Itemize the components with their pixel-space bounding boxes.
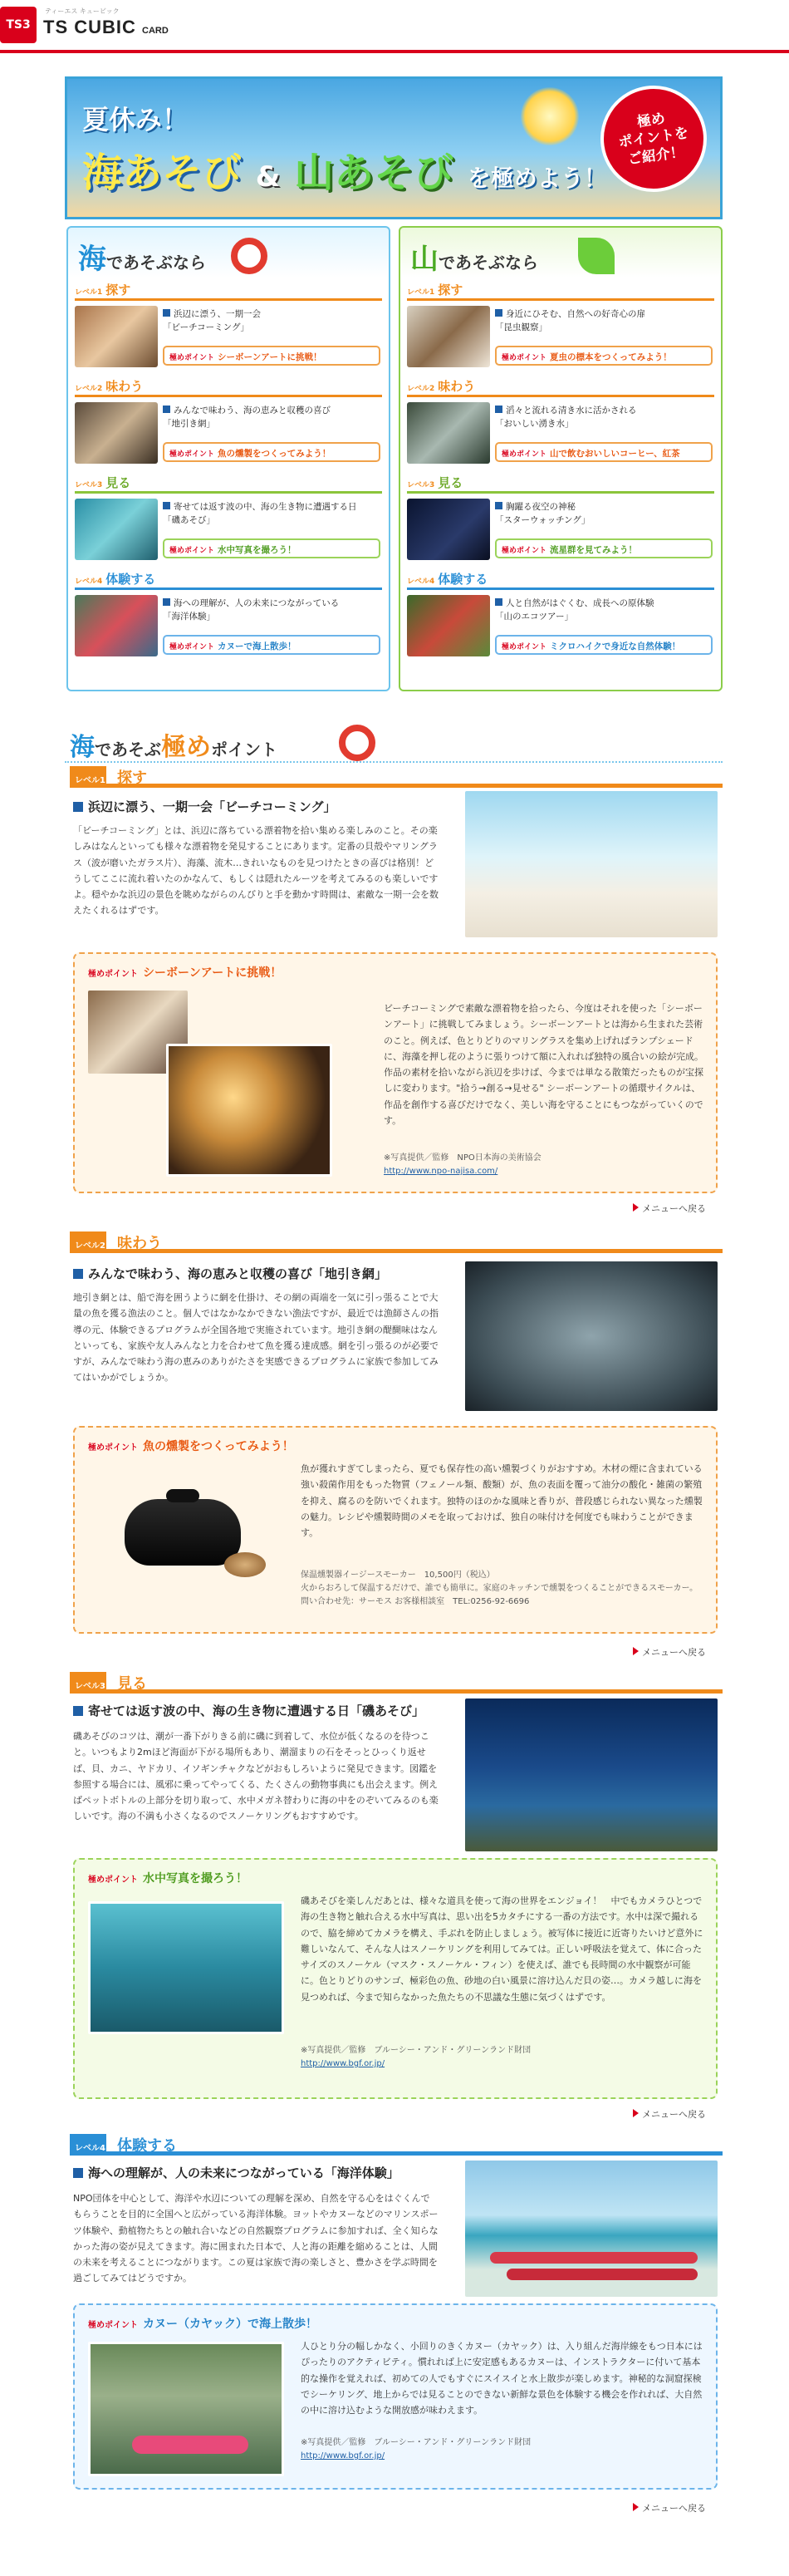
- tip-link-micro-hike[interactable]: [495, 635, 713, 655]
- tip-title-text: シーボーンアートに挑戦！: [143, 966, 282, 980]
- level-name: 探す: [105, 283, 131, 297]
- mountain-card-4[interactable]: [407, 595, 714, 660]
- sea-panel: [66, 226, 390, 691]
- heading-text: 寄せては返す波の中、海の生き物に遭遇する日「磯あそび」: [88, 1703, 425, 1718]
- credit-link[interactable]: http://www.bgf.or.jp/: [301, 2059, 385, 2068]
- tip-tag: 極めポイント: [88, 1443, 138, 1453]
- canoe-shape: [132, 2436, 248, 2454]
- back-to-menu-link[interactable]: [633, 1645, 706, 1659]
- mountain-panel-title: [410, 236, 538, 277]
- hero-title: [82, 140, 607, 198]
- bullet-icon: [495, 309, 502, 317]
- brand-name-text: TS CUBIC: [43, 17, 136, 37]
- bullet-icon: [73, 1706, 83, 1716]
- tip-body: ビーチコーミングで素敵な漂着物を拾ったら、今度はそれを使った「シーボーンアート」に挑戦してみましょう。シーボーンアートとは海から生まれた芸術のこと。例えば、色とりどりのマリングラスを集め上げればランプシェードに、海藻を押し花のように張りつけて額に入れれば独特の風合いの絵が完成。作品の素材を拾いながら浜辺を歩けば、今までは単なる散策だったものが宝探しに変わります。"拾う→創る→見せる" シーボーンアートの循環サイクルは、作品を創作する喜びだけでなく、美しい海を守ることにもつながっていくのです。: [384, 1003, 703, 1126]
- section-kanji: 海: [70, 733, 95, 762]
- tip-credit: [301, 2436, 531, 2463]
- tip-tag: 極めポイント: [88, 1875, 138, 1885]
- mountain-card-3[interactable]: [407, 499, 714, 563]
- brand-name[interactable]: [43, 17, 169, 38]
- card-name: 「磯あそび」: [163, 515, 215, 526]
- level-label: レベル3: [407, 481, 435, 489]
- heading-text: 海への理解が、人の未来につながっている「海洋体験」: [88, 2166, 399, 2180]
- tip-credit: [301, 1569, 706, 1609]
- lifebuoy-icon: [339, 725, 375, 761]
- tip-box-underwater-photo: [73, 1858, 718, 2099]
- sea-level-1: [75, 281, 382, 301]
- back-label: メニューへ戻る: [642, 2503, 706, 2514]
- tip-title-text: 魚の燻製をつくってみよう！: [143, 1440, 294, 1453]
- card-desc: 身近にひそむ、自然への好奇心の扉: [506, 309, 645, 319]
- level-name: 体験する: [105, 572, 156, 587]
- hero-mountain: 山あそび: [294, 150, 454, 196]
- hero-amp: &: [255, 160, 281, 194]
- hero-badge: 極め ポイントを ご紹介！: [594, 79, 714, 199]
- sea-panel-title: [78, 236, 206, 277]
- sea-title-rest: であそぶなら: [106, 253, 206, 273]
- stream-thumb: [407, 402, 490, 464]
- tip-box-smoked-fish: [73, 1426, 718, 1634]
- level-label: レベル2: [407, 385, 435, 393]
- card-desc: 胸躍る夜空の神秘: [506, 502, 576, 512]
- credit-link[interactable]: http://www.npo-najisa.com/: [384, 1167, 498, 1176]
- coral-reef-photo: [465, 1698, 718, 1851]
- kayak-shape: [507, 2269, 698, 2280]
- card-name: 「山のエコツアー」: [495, 612, 574, 622]
- bullet-icon: [163, 598, 170, 606]
- level-label: レベル4: [75, 578, 103, 586]
- tip-tag: 極めポイント: [502, 547, 547, 555]
- credit-link[interactable]: http://www.bgf.or.jp/: [301, 2451, 385, 2460]
- tip-link-label: 夏虫の標本をつくってみよう！: [550, 352, 672, 362]
- back-to-menu-link[interactable]: [633, 2501, 706, 2515]
- tip-body: 魚が獲れすぎてしまったら、夏でも保存性の高い燻製づくりがおすすめ。木材の煙に含まれている強い殺菌作用をもった物質（フェノール類、酸類）が、魚の表面を覆って油分の酸化・雑菌の繁殖を抑え、腐るのを防いでくれます。独特のほのかな風味と香りが、普段感じられない異なった燻製の魅力。レシピや燻製時間のメモを取っておけば、独自の味付けを何度でも味わうことができます。: [301, 1463, 703, 1538]
- bullet-icon: [495, 598, 502, 606]
- hero-subtitle: 夏休み！: [82, 104, 189, 135]
- detail-4-heading: [73, 2164, 399, 2181]
- mountain-level-2: [407, 377, 714, 397]
- sea-card-2[interactable]: [75, 402, 382, 467]
- tip-link-seabone-art[interactable]: [163, 346, 380, 366]
- seabone-art-photo: [166, 1044, 332, 1177]
- bullet-icon: [163, 502, 170, 509]
- level-label: レベル1: [75, 288, 103, 297]
- detail-3-body: 磯あそびのコツは、潮が一番下がりきる前に磯に到着して、水位が低くなるのを待つこと。いつもより2mほど海面が下がる場所もあり、潮溜まりの石をそっとひっくり返せば、貝、カニ、ヤドカリ、イソギンチャクなどがおもしろいように発見できます。図鑑を参照する場合には、風邪に乗ってやってくる、たくさんの動物事典にも出会えます。例えばペットボトルの上部分を切り取って、水中メガネ替わりに海の中をのぞいてみるのも楽しいです。海の不満も小さくなるのでスノーケリングもおすすめです。: [73, 1731, 439, 1822]
- card-name: 「スターウォッチング」: [495, 515, 591, 526]
- tip-tag: 極めポイント: [502, 643, 547, 651]
- tip-box-canoe: [73, 2303, 718, 2490]
- credit-text: ※写真提供／監修 NPO日本海の美術協会: [384, 1153, 542, 1163]
- level-label: レベル3: [75, 481, 103, 489]
- kayak-shape: [490, 2252, 698, 2264]
- wood-chips: [224, 1552, 266, 1577]
- arrow-right-icon: [633, 1647, 639, 1655]
- arrow-right-icon: [633, 2503, 639, 2511]
- credit-text: ※写真提供／監修 ブルーシー・アンド・グリーンランド財団: [301, 2046, 532, 2055]
- lifebuoy-icon: [231, 238, 267, 274]
- mountain-level-4: [407, 570, 714, 590]
- brand-logo[interactable]: TS3: [0, 7, 37, 43]
- bullet-icon: [73, 2168, 83, 2178]
- level-name: 味わう: [105, 379, 144, 394]
- tip-credit: [384, 1152, 542, 1178]
- mountain-card-1[interactable]: [407, 306, 714, 371]
- level-label: レベル3: [75, 1682, 105, 1691]
- pot-handle: [166, 1489, 199, 1502]
- section-end: ポイント: [211, 740, 277, 760]
- level-label: レベル1: [75, 776, 105, 785]
- tip-tag: 極めポイント: [88, 2321, 138, 2330]
- canoe-family-photo: [88, 2342, 284, 2476]
- brand-suffix: CARD: [142, 26, 169, 36]
- tip-link-canoe[interactable]: [163, 635, 380, 655]
- back-label: メニューへ戻る: [642, 2109, 706, 2120]
- card-desc: 海への理解が、人の未来につながっている: [174, 598, 340, 608]
- level-name: 見る: [438, 475, 463, 490]
- sea-card-3[interactable]: [75, 499, 382, 563]
- credit-line: 保温燻製器イージースモーカー 10,500円（税込）: [301, 1571, 495, 1580]
- bullet-icon: [73, 1269, 83, 1279]
- hero-banner: [65, 76, 723, 219]
- section-em: 極め: [161, 733, 211, 762]
- mountain-level-1: [407, 281, 714, 301]
- tip-link-label: 流星群を見てみよう！: [550, 545, 638, 555]
- tip-tag: 極めポイント: [169, 643, 215, 651]
- beach-photo: [465, 791, 718, 937]
- level-name: 体験する: [438, 572, 488, 587]
- tip-link-smoked-fish[interactable]: [163, 442, 380, 462]
- detail-1-heading: [73, 798, 336, 815]
- insect-thumb: [407, 306, 490, 367]
- card-desc: 人と自然がはぐくむ、成長への原体験: [506, 598, 654, 608]
- level-name: 探す: [116, 769, 147, 787]
- hero-sea: 海あそび: [82, 150, 243, 196]
- arrow-right-icon: [633, 1203, 639, 1212]
- tip-link-label: 魚の燻製をつくってみよう！: [218, 449, 331, 459]
- bullet-icon: [73, 802, 83, 812]
- level-label: レベル2: [75, 1241, 105, 1251]
- tip-title: [88, 964, 282, 981]
- sea-card-1[interactable]: [75, 306, 382, 371]
- back-to-menu-link[interactable]: [633, 2107, 706, 2121]
- sea-points-section-title: [65, 723, 723, 763]
- tip-box-seabone-art: [73, 952, 718, 1193]
- sea-level-4: [75, 570, 382, 590]
- eco-tour-thumb: [407, 595, 490, 656]
- back-label: メニューへ戻る: [642, 1203, 706, 1214]
- detail-level-2: [70, 1230, 723, 1253]
- kayak-thumb: [75, 595, 158, 656]
- tip-title-text: カヌー（カヤック）で海上散歩！: [143, 2318, 317, 2331]
- mountain-panel: [399, 226, 723, 691]
- bullet-icon: [495, 406, 502, 413]
- dried-fish-thumb: [75, 402, 158, 464]
- card-name: 「海洋体験」: [163, 612, 215, 622]
- tip-link-underwater-photo[interactable]: [163, 538, 380, 558]
- level-name: 探す: [438, 283, 463, 297]
- tip-tag: 極めポイント: [169, 450, 215, 459]
- sea-card-4[interactable]: [75, 595, 382, 660]
- tip-link-insect-specimen[interactable]: [495, 346, 713, 366]
- tip-link-coffee[interactable]: [495, 442, 713, 462]
- card-desc: 寄せては返す波の中、海の生き物に遭遇する日: [174, 502, 357, 512]
- detail-2-heading: [73, 1265, 387, 1282]
- credit-line: 問い合わせ先：サーモス お客様相談室 TEL:0256-92-6696: [301, 1597, 530, 1606]
- detail-level-3: [70, 1670, 723, 1694]
- credit-text: ※写真提供／監修 ブルーシー・アンド・グリーンランド財団: [301, 2438, 532, 2447]
- sea-title-kanji: 海: [78, 243, 106, 276]
- tip-tag: 極めポイント: [169, 354, 215, 362]
- bullet-icon: [163, 406, 170, 413]
- sea-level-3: [75, 474, 382, 494]
- credit-line: 火からおろして保温するだけで、誰でも簡単に。家庭のキッチンで燻製をつくることができるスモーカー。: [301, 1584, 698, 1593]
- kayaks-beach-photo: [465, 2161, 718, 2297]
- tip-body: 人ひとり分の幅しかなく、小回りのきくカヌー（カヤック）は、入り組んだ海岸線をもつ日本にはぴったりのアクティビティ。慣れれば上に安定感もあるカヌーは、インストラクターに付いて基本的な操作を覚えれば、初めての人でもすぐにスイスイと水上散歩が楽しめます。神秘的な洞窟探検でシーケリング、地上からでは見ることのできない新鮮な景色を体験する機会を作れれば、大自然の中に溶け込むような開放感が味わえます。: [301, 2341, 703, 2416]
- tip-tag: 極めポイント: [88, 970, 138, 979]
- tip-link-label: カヌーで海上散歩！: [218, 642, 296, 651]
- arrow-right-icon: [633, 2109, 639, 2117]
- tip-tag: 極めポイント: [502, 354, 547, 362]
- tip-link-label: 山で飲むおいしいコーヒー、紅茶: [550, 449, 680, 459]
- leaf-icon: [578, 238, 615, 274]
- mountain-level-3: [407, 474, 714, 494]
- level-label: レベル2: [75, 385, 103, 393]
- sun-graphic: [521, 87, 579, 145]
- detail-level-1: [70, 764, 723, 788]
- tip-title-text: 水中写真を撮ろう！: [143, 1872, 247, 1885]
- section-mid: であそぶ: [95, 740, 161, 760]
- tip-title: [88, 2315, 317, 2332]
- detail-1-body: 「ビーチコーミング」とは、浜辺に落ちている漂着物を拾い集める楽しみのこと。その楽しみはなんといっても様々な漂着物を発見することにあります。定番の貝殻やマリングラス（波が磨いたガラス片）、海藻、流木…きれいなものを見つけたときの喜びは格別！どうしてここに流れ着いたのかなんて、もしくは隠れたルーツを考えてみるのも楽しいですよ。穏やかな浜辺の景色を眺めながらのんびりと手を動かす時間は、素敵な一期一会を数えたくれるはずです。: [73, 825, 439, 917]
- site-header: [0, 0, 789, 53]
- card-name: 「おいしい湧き水」: [495, 419, 574, 430]
- detail-2-body: 地引き網とは、船で海を囲うように網を仕掛け、その網の両端を一気に引っ張ることで大量の魚を獲る漁法のこと。個人ではなかなかできない漁法ですが、最近では漁師さんの指導の元、体験できるプログラムが全国各地で実施されています。地引き網の醍醐味はなんといっても、家族や友人みんなと力を合わせて魚を獲る達成感。網を引っ張るのが必要ですが、みんなで味わう海の恵みのありがたさを実感できるプログラムに家族で参加してみてはいかがでしょうか。: [73, 1292, 439, 1384]
- brand-kana: ティーエス キュービック: [45, 7, 120, 15]
- level-name: 体験する: [116, 2137, 177, 2155]
- tip-link-label: 水中写真を撮ろう！: [218, 545, 296, 555]
- bullet-icon: [495, 502, 502, 509]
- tip-tag: 極めポイント: [502, 450, 547, 459]
- tip-link-label: ミクロハイクで身近な自然体験！: [550, 642, 681, 651]
- pot-body: [125, 1499, 241, 1566]
- mountain-title-rest: であそぶなら: [439, 253, 538, 273]
- level-name: 味わう: [116, 1235, 162, 1252]
- fish-photo: [465, 1261, 718, 1411]
- level-label: レベル4: [75, 2144, 105, 2153]
- bullet-icon: [163, 309, 170, 317]
- tip-link-meteor-shower[interactable]: [495, 538, 713, 558]
- card-desc: 滔々と流れる清き水に活かされる: [506, 406, 637, 415]
- card-name: 「昆虫観察」: [495, 322, 547, 333]
- beachcombing-thumb: [75, 306, 158, 367]
- card-name: 「地引き網」: [163, 419, 215, 430]
- smoker-pot-image: [108, 1486, 257, 1585]
- card-desc: みんなで味わう、海の恵みと収穫の喜び: [174, 406, 331, 415]
- detail-level-4: [70, 2132, 723, 2156]
- mountain-title-kanji: 山: [410, 243, 439, 276]
- level-label: レベル4: [407, 578, 435, 586]
- mountain-card-2[interactable]: [407, 402, 714, 467]
- heading-text: 浜辺に漂う、一期一会「ビーチコーミング」: [88, 799, 336, 814]
- snorkel-thumb: [75, 499, 158, 560]
- level-label: レベル1: [407, 288, 435, 297]
- back-to-menu-link[interactable]: [633, 1202, 706, 1215]
- night-sky-thumb: [407, 499, 490, 560]
- hero-suffix: を極めよう！: [467, 165, 607, 192]
- level-name: 見る: [105, 475, 131, 490]
- tip-title: [88, 1870, 247, 1886]
- tip-credit: [301, 2044, 531, 2071]
- tip-tag: 極めポイント: [169, 547, 215, 555]
- level-name: 見る: [116, 1675, 147, 1693]
- card-desc: 浜辺に漂う、一期一会: [174, 309, 261, 319]
- level-name: 味わう: [438, 379, 476, 394]
- sea-level-2: [75, 377, 382, 397]
- detail-3-heading: [73, 1702, 424, 1719]
- snorkel-kids-photo: [88, 1901, 284, 2034]
- tip-body: 磯あそびを楽しんだあとは、様々な道具を使って海の世界をエンジョイ！ 中でもカメラひとつで海の生き物と触れ合える水中写真は、思い出を5カタチにする一番の方法です。水中は深で撮れるので、脇を締めてカメラを構え、手ぶれを防止しましょう。被写体に接近に近寄りたいけど意外に難しいなんて、そんな人はスノーケリングを利用してみては。正しい呼吸法を覚えて、体に合ったサイズのスノーケル（マスク・スノーケル・フィン）を使えば、誰でも長時間の水中観察が可能に。色とりどりのサンゴ、極彩色の魚、砂地の白い風景に溶け込んだ貝の姿…。カメラ越しに海を見つめれば、今まで知らなかった魚たちの不思議な生態に気づくはずです。: [301, 1895, 703, 2003]
- detail-4-body: NPO団体を中心として、海洋や水辺についての理解を深め、自然を守る心をはぐくんでもらうことを目的に全国へと広がっている海洋体験。ヨットやカヌーなどのマリンスポーツ体験や、動植物たちとの触れ合いなどの自然観察プログラムに参加すれば、全く知らなかった海の姿が見えてきます。海に囲まれた日本で、人と海の距離を縮めることは、人間の未来を考えることにつながります。この夏は家族で海の楽しさと、豊かさを学ぶ時間を過ごしてみてはどうですか。: [73, 2193, 439, 2284]
- back-label: メニューへ戻る: [642, 1647, 706, 1658]
- heading-text: みんなで味わう、海の恵みと収穫の喜び「地引き網」: [88, 1266, 388, 1281]
- tip-title: [88, 1438, 294, 1454]
- tip-link-label: シーボーンアートに挑戦！: [218, 352, 322, 362]
- card-name: 「ビーチコーミング」: [163, 322, 249, 333]
